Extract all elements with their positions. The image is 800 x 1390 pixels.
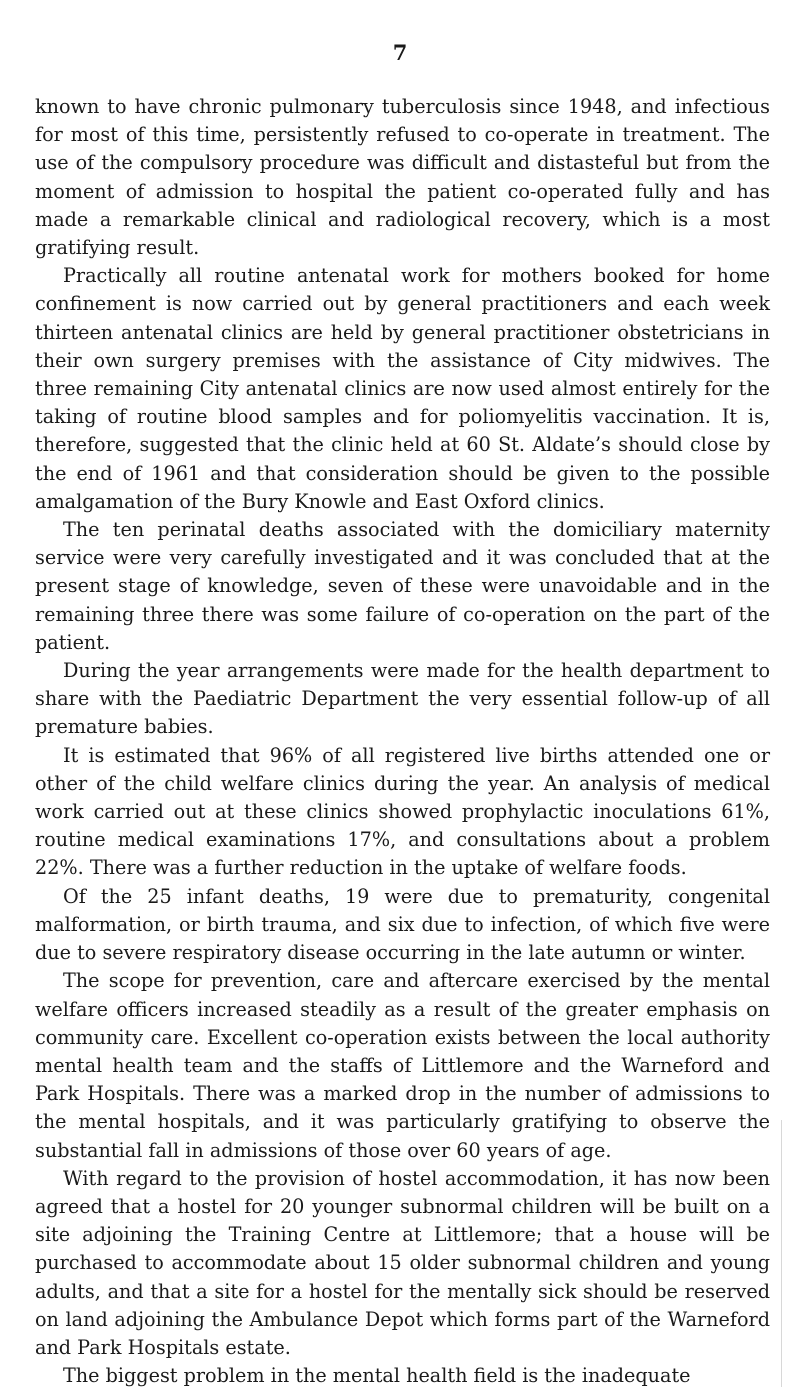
paragraph-mental-health-problem: The biggest problem in the mental health field is the inadequate bbox=[63, 1364, 691, 1388]
paragraph-mental-welfare: The scope for prevention, care and aftercare exercised by the mental welfare officers increased steadily as a result of the greater emphasis on community care. Excellent co-operation exists between the local authority mental health team and the staffs of Littlemore and the Warneford and Park Hospitals. There was a marked drop in the number of admissions to the mental hospitals, and it was particularly gratifying to observe the substantial fall in admissions of those over 60 years of age. bbox=[35, 969, 770, 1162]
paragraph-child-welfare-clinics: It is estimated that 96% of all registered live births attended one or other of the child welfare clinics during the year. An analysis of medical work carried out at these clinics showed prophylactic inoculations 61%, routine medical examinations 17%, and consultations about a problem 22%. There was a further reduction in the uptake of welfare foods. bbox=[35, 743, 770, 880]
page-number: 7 bbox=[392, 40, 408, 65]
paragraph-tuberculosis-continuation: known to have chronic pulmonary tuberculosis since 1948, and infectious for most of this time, persistently refused to co-operate in treatment. The use of the compulsory procedure was difficult and distasteful but from the moment of admission to hospital the patient co-operated fully and has made a remarkable clinical and radiological recovery, which is a most gratifying result. bbox=[35, 95, 770, 260]
paragraph-infant-deaths: Of the 25 infant deaths, 19 were due to prematurity, congenital malformation, or birth trauma, and six due to infection, of which five were due to severe respiratory disease occurring in the late autumn or winter. bbox=[35, 884, 770, 965]
paragraph-premature-babies: During the year arrangements were made for the health department to share with the Paediatric Department the very essential follow-up of all premature babies. bbox=[35, 659, 770, 739]
paragraph-perinatal-deaths: The ten perinatal deaths associated with the domiciliary maternity service were very carefully investigated and it was concluded that at the present stage of knowledge, seven of these were unavoidable and in the remaining three there was some failure of co-operation on the part of the patient. bbox=[35, 518, 770, 654]
scan-edge-divider bbox=[781, 1120, 782, 1387]
paragraph-antenatal-clinics: Practically all routine antenatal work for mothers booked for home confinement is now carried out by general practitioners and each week thirteen antenatal clinics are held by general practitioner obstetricians in their own surgery premises with the assistance of City midwives. The three remaining City antenatal clinics are now used almost entirely for the taking of routine blood samples and for poliomyelitis vaccination. It is, therefore, suggested that the clinic held at 60 St. Aldate’s should close by the end of 1961 and that consideration should be given to the possible amalgamation of the Bury Knowle and East Oxford clinics. bbox=[35, 264, 770, 513]
body-text bbox=[35, 93, 770, 1390]
paragraph-hostel-accommodation: With regard to the provision of hostel accommodation, it has now been agreed that a hostel for 20 younger subnormal children will be built on a site adjoining the Training Centre at Littlemore; that a house will be purchased to accommodate about 15 older subnormal children and young adults, and that a site for a hostel for the mentally sick should be reserved on land adjoining the Ambulance Depot which forms part of the Warneford and Park Hospitals estate. bbox=[35, 1166, 770, 1359]
